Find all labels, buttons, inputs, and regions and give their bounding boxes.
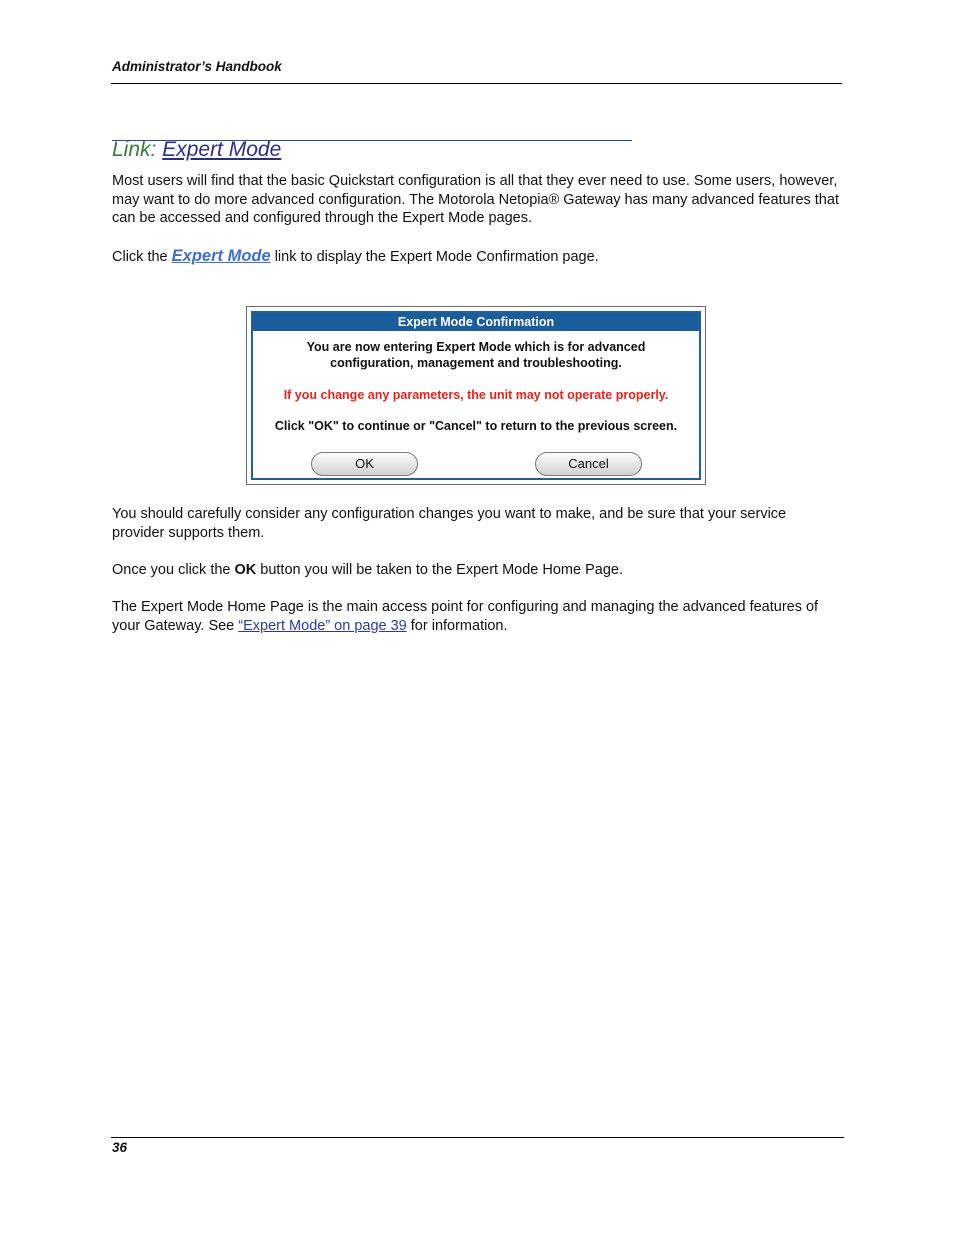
cancel-button[interactable]: Cancel	[535, 452, 642, 476]
section-heading-link[interactable]: Expert Mode	[162, 138, 282, 161]
footer-divider	[111, 1137, 844, 1138]
ok-button[interactable]: OK	[311, 452, 418, 476]
dialog-message-line-1: You are now entering Expert Mode which is for advanced	[306, 340, 646, 354]
dialog-warning-text: If you change any parameters, the unit may not operate properly.	[283, 388, 669, 402]
section-heading-prefix: Link:	[112, 138, 157, 161]
dialog-title: Expert Mode Confirmation	[253, 313, 699, 331]
header-divider	[111, 83, 842, 84]
ok-bold-text: OK	[234, 562, 257, 578]
ok-text-before: Once you click the	[112, 562, 235, 578]
expert-mode-inline-link[interactable]: Expert Mode	[171, 247, 271, 265]
click-instruction-paragraph	[112, 247, 842, 267]
consider-paragraph: You should carefully consider any configuration changes you want to make, and be sure that your service provider supports them.	[112, 506, 787, 541]
running-header: Administrator’s Handbook	[112, 59, 282, 74]
click-text-before: Click the	[112, 249, 172, 265]
intro-paragraph: Most users will find that the basic Quickstart configuration is all that they ever need to use. Some users, however, may want to do more advanced configuration. The Motorola Netopia® Gateway has many advanced features that can be accessed and configured through the Expert Mode pages.	[112, 173, 839, 226]
home-text-before: The Expert Mode Home Page is the main access point for configuring and managing the advanced features of your Gateway. See	[112, 599, 819, 634]
home-text-after: for information.	[406, 617, 508, 634]
confirmation-dialog	[251, 311, 701, 480]
click-text-after: link to display the Expert Mode Confirmation page.	[270, 249, 599, 265]
expert-mode-confirmation-figure	[246, 306, 706, 485]
expert-mode-cross-reference-link[interactable]: “Expert Mode” on page 39	[238, 617, 407, 634]
ok-paragraph	[112, 561, 842, 580]
section-heading	[112, 138, 281, 162]
dialog-instruction-text: Click "OK" to continue or "Cancel" to return to the previous screen.	[274, 419, 678, 433]
page-number: 36	[112, 1140, 128, 1155]
dialog-message-line-2: configuration, management and troubleshooting.	[330, 356, 622, 370]
home-page-paragraph	[112, 598, 842, 635]
ok-text-after: button you will be taken to the Expert Mode Home Page.	[256, 562, 623, 578]
